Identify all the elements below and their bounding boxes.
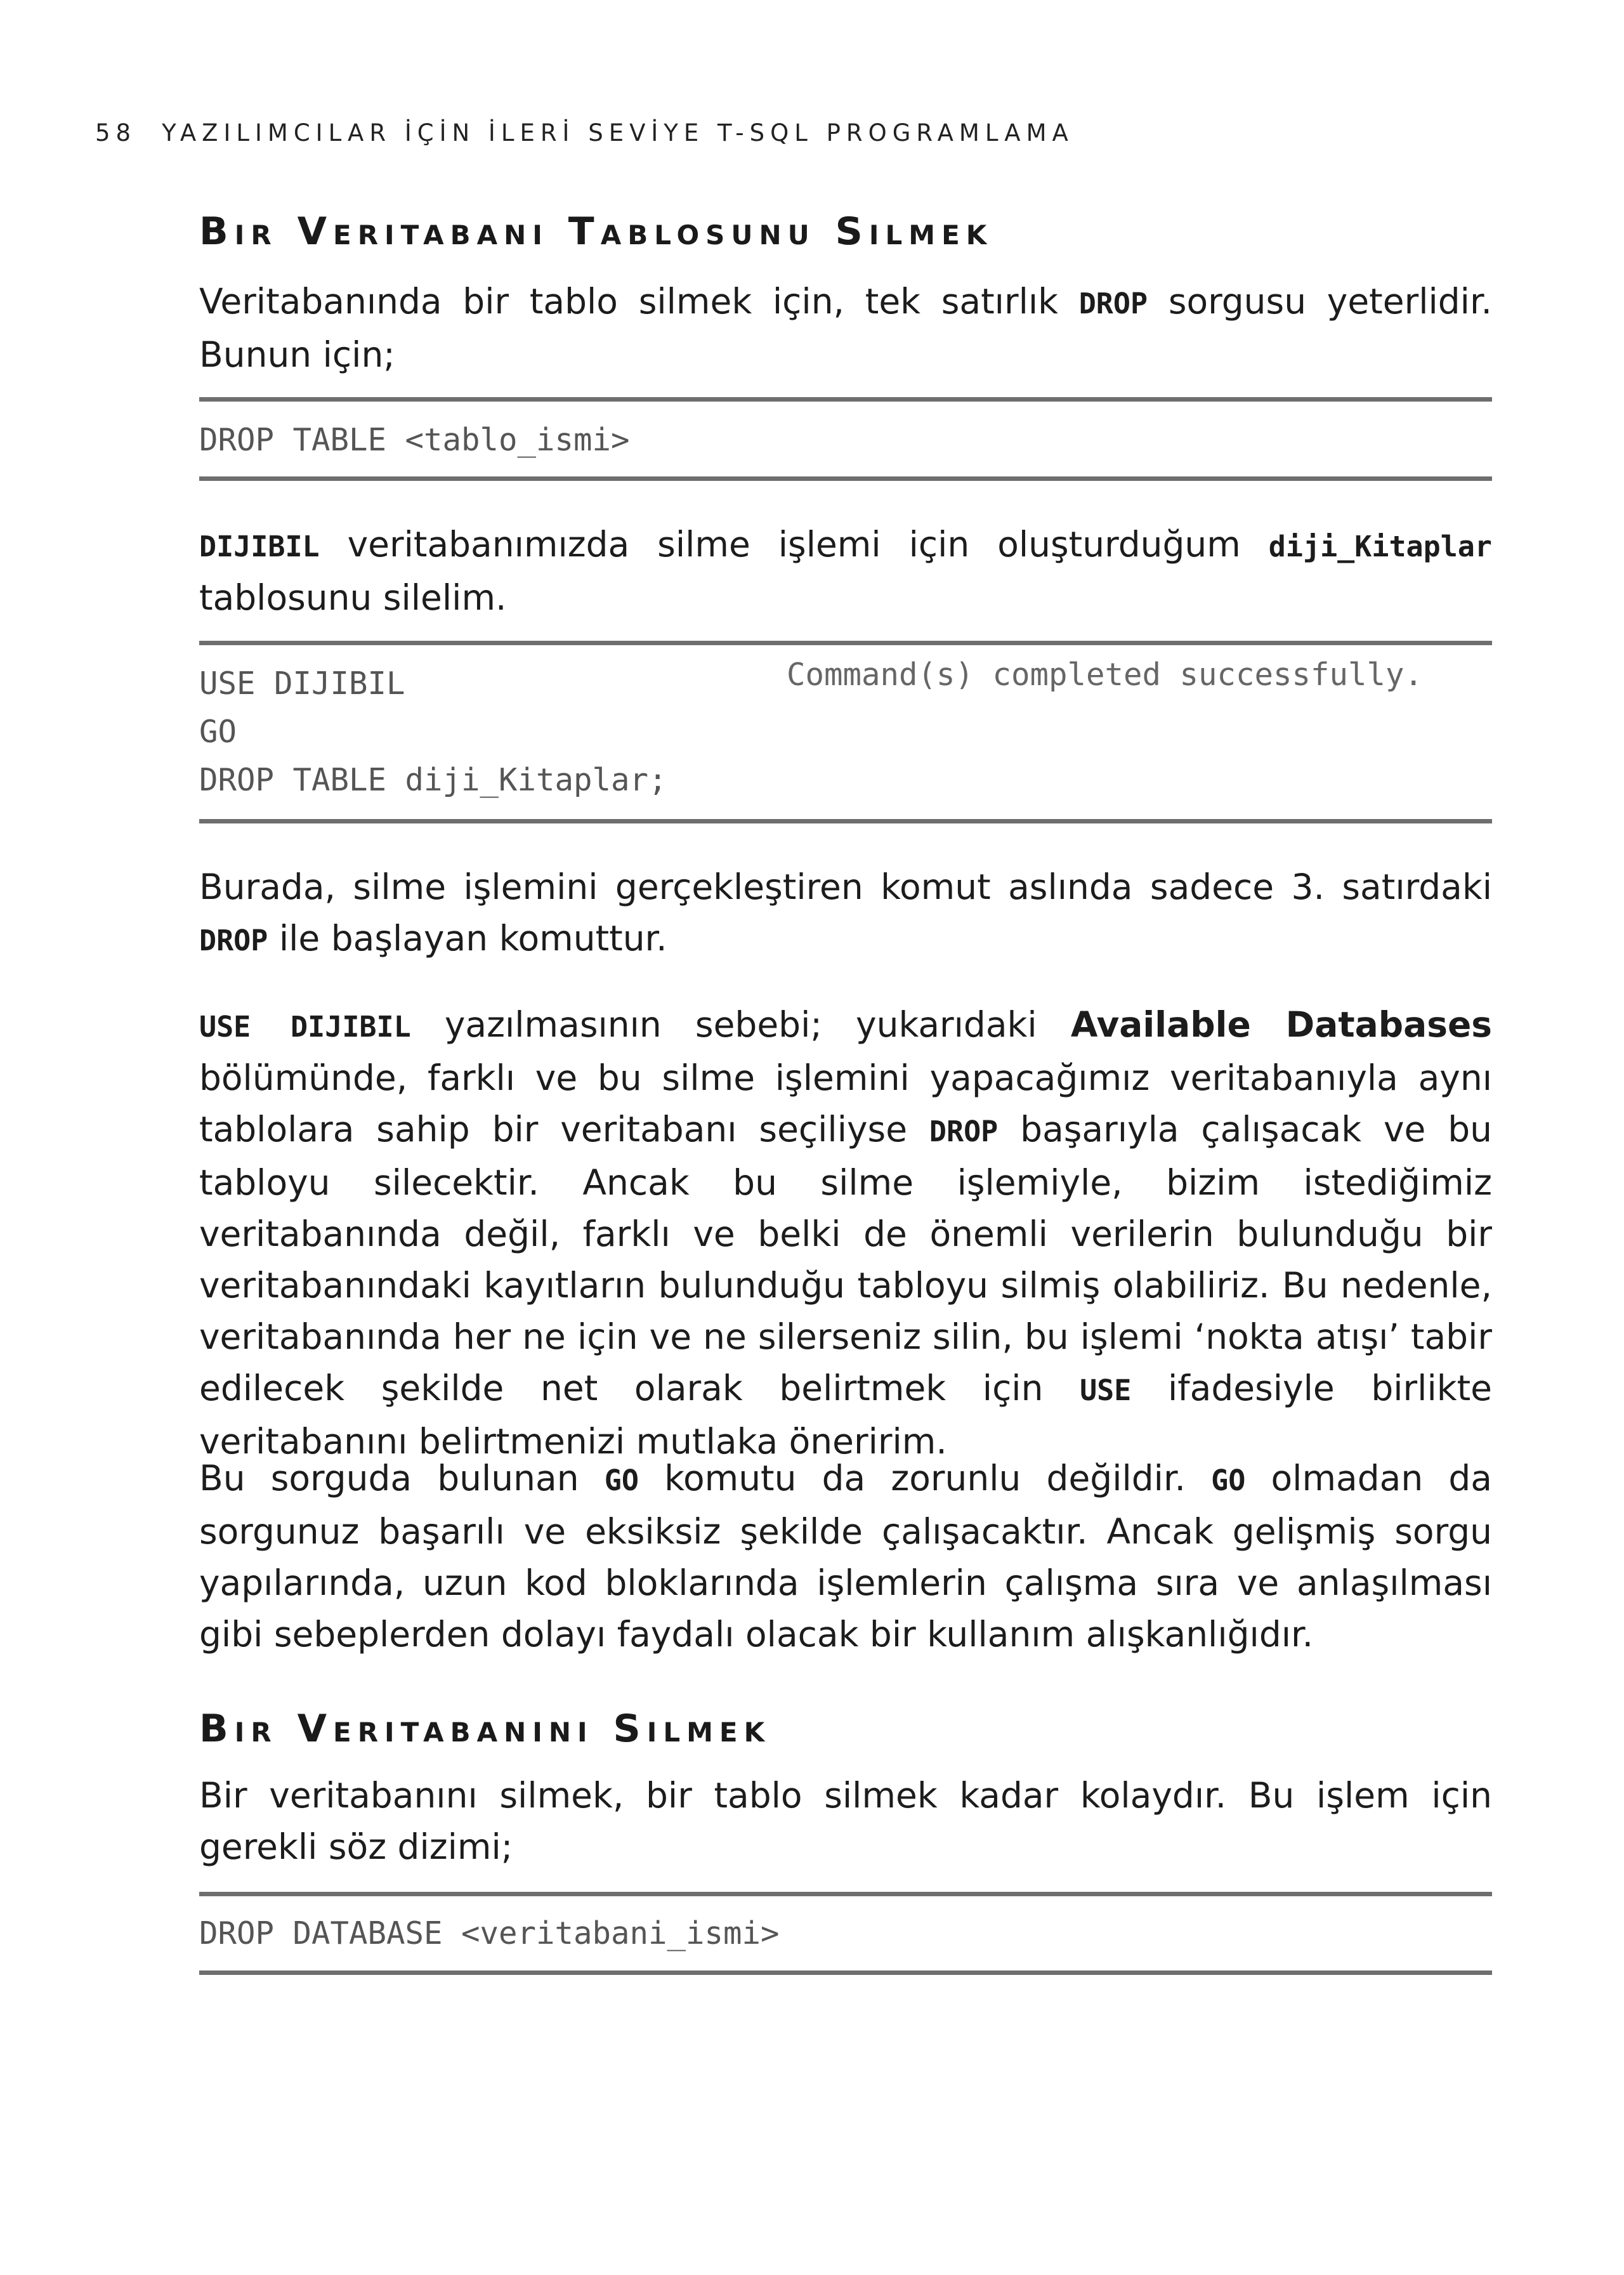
running-head (95, 119, 1074, 147)
code-rule-bottom (199, 819, 1492, 823)
text: yazılmasının sebebi; yukarıdaki (410, 1004, 1071, 1045)
inline-code: USE (1080, 1374, 1132, 1407)
paragraph-drop-explanation (199, 862, 1492, 966)
code-line: DROP TABLE diji_Kitaplar; (199, 762, 667, 798)
text: tablosunu silelim. (199, 577, 507, 618)
section-heading-drop-database: Bir Veritabanını Silmek (199, 1707, 771, 1751)
text: bölümünde, farklı ve bu silme işlemini yapacağımız veritabanıyla aynı tablolara sahip bir veritabanı seçiliyse (199, 1058, 1492, 1150)
section-heading-drop-table: Bir Veritabanı Tablosunu Silmek (199, 209, 993, 254)
inline-code: USE DIJIBIL (199, 1010, 411, 1044)
query-result-message: Command(s) completed successfully. (787, 657, 1424, 693)
code-rule-bottom (199, 1970, 1492, 1975)
inline-code: GO (1211, 1464, 1246, 1497)
paragraph-drop-database-intro (199, 1770, 1492, 1873)
text: başarıyla çalışacak ve bu tabloyu silecektir. Ancak bu silme işlemiyle, bizim istediğimiz veritabanında değil, farklı ve belki de önemli verilerin bulunduğu bir veritabanındaki kayıtların bulunduğu tabloyu silmiş olabiliriz. Bu nedenle, veritabanında her ne için ve ne silerseniz silin, bu işlemi ‘nokta atışı’ tabir edilecek şekilde net olarak belirtmek için (199, 1109, 1492, 1408)
running-title: YAZILIMCILAR İÇİN İLERİ SEVİYE T-SQL PROGRAMLAMA (162, 119, 1074, 147)
inline-code: DROP (1078, 287, 1148, 320)
code-rule-bottom (199, 476, 1492, 481)
text: olmadan da sorgunuz başarılı ve eksiksiz şekilde çalışacaktır. Ancak gelişmiş sorgu yapılarında, uzun kod bloklarında işlemlerin çalışma sıra ve anlaşılması gibi sebeplerden dolayı faydalı olacak bir kullanım alışkanlığıdır. (199, 1458, 1492, 1655)
text: Veritabanında bir tablo silmek için, tek satırlık (199, 281, 1079, 322)
text: ifadesiyle birlikte veritabanını belirtmenizi mutlaka öneririm. (199, 1368, 1492, 1462)
text: Burada, silme işlemini gerçekleştiren komut aslında sadece 3. satırdaki (199, 867, 1492, 907)
code-block-drop-table: DROP TABLE <tablo_ismi> (199, 422, 630, 458)
text: veritabanımızda silme işlemi için oluşturduğum (319, 524, 1269, 565)
text: sorgusu yeterlidir. Bunun için; (199, 281, 1492, 375)
paragraph-drop-table-intro (199, 276, 1492, 381)
inline-code: DROP (929, 1115, 999, 1148)
paragraph-use-explanation (199, 999, 1492, 1467)
page-number: 58 (95, 119, 137, 147)
code-rule-top (199, 397, 1492, 402)
paragraph-delete-example (199, 519, 1492, 624)
text: komutu da zorunlu değildir. (638, 1458, 1212, 1498)
paragraph-go-explanation (199, 1453, 1492, 1660)
bold-term: Available Databases (1070, 1004, 1493, 1045)
code-block-drop-database: DROP DATABASE <veritabani_ismi> (199, 1915, 780, 1951)
code-rule-top (199, 1892, 1492, 1896)
inline-code: DIJIBIL (199, 530, 320, 563)
text: Bir veritabanını silmek, bir tablo silmek kadar kolaydır. Bu işlem için gerekli söz dizimi; (199, 1775, 1492, 1867)
code-rule-top (199, 641, 1492, 645)
code-line: GO (199, 714, 237, 750)
text: Bu sorguda bulunan (199, 1458, 605, 1498)
inline-code: diji_Kitaplar (1268, 530, 1492, 563)
inline-code: DROP (199, 924, 268, 957)
code-line: USE DIJIBIL (199, 665, 405, 702)
inline-code: GO (604, 1464, 639, 1497)
code-block-use-drop (199, 660, 667, 804)
text: ile başlayan komuttur. (268, 918, 667, 959)
